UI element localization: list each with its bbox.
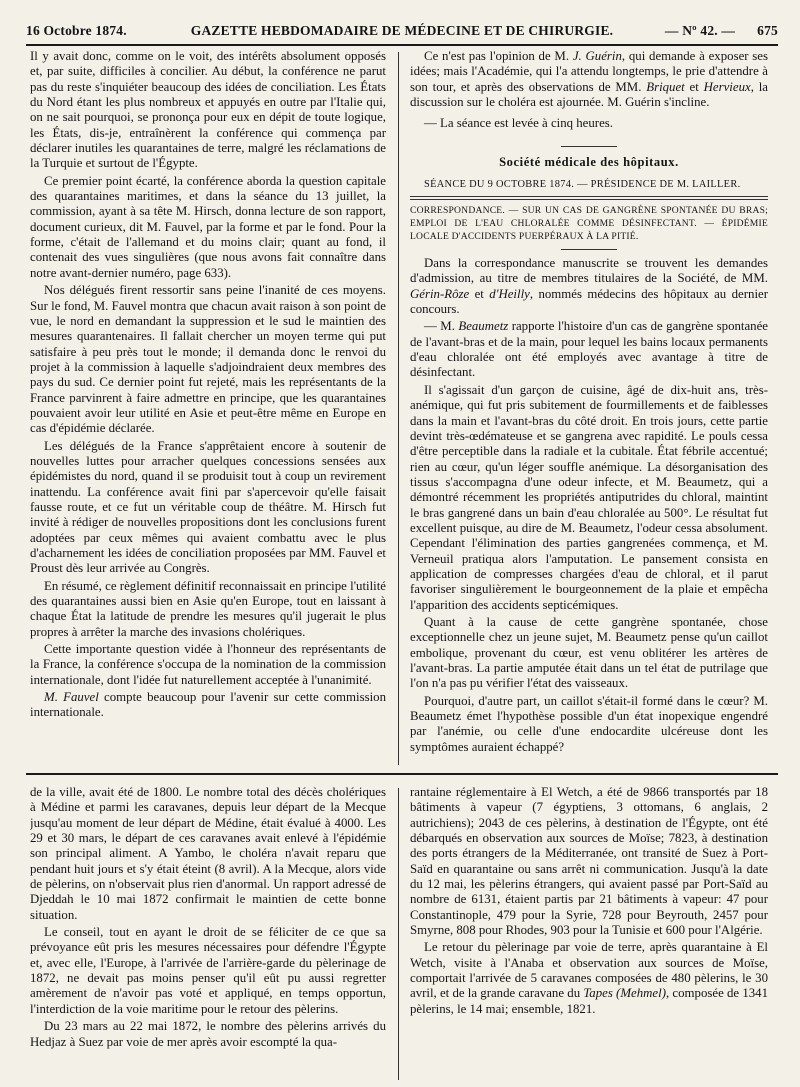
header-issue-page — [665, 23, 778, 39]
name-briquet: Briquet — [646, 79, 685, 94]
header-date: 16 Octobre 1874. — [26, 23, 127, 38]
paragraph: En résumé, ce règlement définitif reconnaissait en principe l'utilité des quarantaines aussi bien en Asie qu'en Europe, tout en laissant à chaque État la latitude de prendre les mesures qu'il jugerait le plus propres à arrêter la marche des invasions cholériques. — [30, 578, 386, 639]
society-title: Société médicale des hôpitaux. — [499, 154, 679, 169]
journal-title: GAZETTE HEBDOMADAIRE DE MÉDECINE ET DE CHIRURGIE. — [190, 23, 614, 38]
closing-line: — La séance est levée à cinq heures. — [424, 116, 613, 131]
column-bottom-left — [30, 785, 386, 1080]
paragraph-caravanes: Le retour du pèlerinage par voie de terre, après quarantaine à El Wetch, visite à l'Anaba et observation aux sources de Moïse, comportait l'arrivée de 5 caravanes composées de 480 pèlerins, le 30 avril, et de la grande caravane du Tapes (Mehmel), composée de 1341 pèlerins, le 14 mai; ensemble, 1821. — [410, 940, 768, 1016]
page-number: 675 — [757, 23, 778, 38]
paragraph-fauvel: M. Fauvel compte beaucoup pour l'avenir sur cette commission internationale. — [30, 690, 386, 720]
issue-number: — Nº 42. — — [664, 23, 736, 38]
paragraph: Il s'agissait d'un garçon de cuisine, âgé de dix-huit ans, très-anémique, qui fut pris subitement de fourmillements et de faiblesses dans la main et l'avant-bras du côté droit. En trois jours, cette partie devint très-œdémateuse et se gangrena avec rapidité. Le pouls cessa d'être perceptible dans la radiale et la cubitale. État fébrile accentué; rien au cœur, qu'un léger souffle anémique. La désorganisation des tissus s'accompagna d'une odeur infecte, et M. Beaumetz, qui a démontré récemment les propriétés antiputrides du chloral, maintint le bras gangrené dans un bain d'eau chloralée au 500°. Le résultat fut excellent puisque, au dire de M. Beaumetz, l'odeur cessa absolument. Cependant l'élimination des parties gangrenées commença, et M. Verneuil pratiqua alors l'amputation. Le pansement consista en application de compresses chargées d'eau de chloral, et il parut favoriser singulièrement le bourgeonnement de la plaie et empêcha l'apparition des accidents septicémiques. — [410, 382, 768, 612]
column-bottom-right — [410, 785, 768, 1080]
paragraph: Les délégués de la France s'apprêtaient encore à soutenir de nouvelles luttes pour arracher quelques concessions sensées aux épidémistes du nord, quand il se produisit tout à coup un revirement inattendu. La conférence avait fini par s'apercevoir qu'elle faisait fausse route, et ce fut un véritable coup de théâtre. M. Hirsch fut invité à rédiger de nouvelles propositions dont les conclusions furent adoptées par ceux mêmes qui avaient combattu avec le plus d'acharnement les idées de conciliation proposées par MM. Fauvel et Proust dès leur arrivée au Congrès. — [30, 438, 386, 576]
paragraph: Pourquoi, d'autre part, un caillot s'était-il formé dans le cœur? M. Beaumetz émet l'hypothèse possible d'un état inopexique engendré par l'anémie, ou celle d'une endocardite ulcéreuse dont les symptômes auraient échappé? — [410, 693, 768, 754]
column-divider-bottom — [398, 788, 399, 1080]
page-header — [26, 18, 778, 46]
name-hervieux: Hervieux — [703, 79, 751, 94]
name-beaumetz: Beaumetz — [458, 319, 509, 334]
paragraph: Quant à la cause de cette gangrène spontanée, chose exceptionnelle chez un jeune sujet, M. Beaumetz pense qu'un caillot embolique, provenant du cœur, est venu oblitérer les artères de l'avant-bras. La partie amputée était dans un tel état de putrilage que l'on n'a pas pu vérifier l'état des vaisseaux. — [410, 614, 768, 691]
section-divider — [26, 773, 778, 775]
paragraph: rantaine réglementaire à El Wetch, a été de 9866 transportés par 18 bâtiments à vapeur (7 égyptiens, 3 ottomans, 6 anglais, 2 autrichiens); 2043 de ces pèlerins, à destination de l'Égypte, ont été débarqués en observation aux sources de Moïse; 7823, à destination des ports étrangers de la Méditerranée, ont transité de Suez à Port-Saïd en quarantaine ou sans arrêt ni communication. Jusqu'à la date du 12 mai, les pèlerins étrangers, qui avaient passé par Port-Saïd au nombre de 6131, étaient partis par 21 bâtiments à vapeur: 47 pour Constantinople, 479 pour la Syrie, 728 pour Beyrouth, 2457 pour Smyrne, 808 pour Rhodes, 903 pour la Tunisie et 600 pour l'Algérie. — [410, 785, 768, 938]
name-guerin: J. Guérin — [572, 49, 622, 63]
section-rule — [561, 146, 617, 147]
name-tapes: Tapes (Mehmel) — [583, 986, 666, 1001]
paragraph: Le conseil, tout en ayant le droit de se féliciter de ce que sa prévoyance eût pris les mesures nécessaires pour défendre l'Égypte et, avec elle, l'Europe, à l'arrivée de l'arrière-garde du pèlerinage de 1872, ne devait pas moins penser qu'il eût pu aussi regretter amèrement de n'avoir pas voté et appliqué, en temps opportun, l'interdiction de la voie maritime pour le retour des pèlerins. — [30, 925, 386, 1016]
name-heilly: d'Heilly — [489, 286, 530, 301]
paragraph-beaumetz: — M. Beaumetz rapporte l'histoire d'un cas de gangrène spontanée de l'avant-bras et de la main, pour lequel les bains locaux permanents d'eau chloralée ont été employés avec avantage à titre de désinfectant. — [410, 319, 768, 380]
seance-line: SÉANCE DU 9 OCTOBRE 1874. — PRÉSIDENCE DE M. LAILLER. — [424, 179, 741, 191]
column-top-right — [410, 49, 768, 765]
paragraph: de la ville, avait été de 1800. Le nombre total des décès cholériques à Médine et parmi les caravanes, depuis leur départ de la Mecque jusqu'au moment de leur départ de Médine, était évalué à 4000. Les 29 et 30 mars, le départ de ces caravanes avait enlevé à l'épidémie son principal aliment. A Yambo, le choléra n'avait reparu que pendant huit jours et s'y était éteint (8 avril). A la Mecque, alors vide de pèlerins, on n'observait plus rien d'anormal. Un rapport adressé de Djeddah le 10 mai 1872 confirmait le maintien de cette bonne situation. — [30, 785, 386, 922]
name-fauvel: M. Fauvel — [44, 690, 99, 705]
paragraph: Nos délégués firent ressortir sans peine l'inanité de ces moyens. Sur le fond, M. Fauvel montra que chacun avait raison à son point de vue, le nord en demandant la suppression et le sud le maintien des mesures quarantenaires. Il fallait chercher un moyen terme qui put satisfaire à peu près tout le monde; il demanda donc le renvoi du projet à la commission à laquelle s'adjoindraient deux membres des pays du sud. Ce dernier point fut rejeté, mais les représentants de la France parvinrent à faire admettre en principe, que les quarantaines pouvaient avoir leur utilité en Asie et peut-être même en Europe en cas d'épidémie déclarée. — [30, 283, 386, 436]
summary-rule — [410, 196, 768, 200]
column-divider-top — [398, 52, 399, 765]
paragraph: Ce premier point écarté, la conférence aborda la question capitale des quarantaines maritimes, et dans la séance du 13 juillet, la commission, ayant à sa tête M. Hirsch, donna lecture de son rapport, document curieux, dit M. Fauvel, par la forme et par le fond. Pour la forme, c'était de l'allemand et du moins clair; quant au fond, il contenait des vues singulières (que nous avons fait connaître dans notre avant-dernier numéro, page 633). — [30, 173, 386, 280]
name-gerin-roze: Gérin-Rôze — [410, 286, 470, 301]
paragraph: Cette importante question vidée à l'honneur des représentants de la France, la conférence s'occupa de la nomination de la commission internationale, dont l'idée fut naturellement acceptée à l'unanimité. — [30, 642, 386, 687]
summary-end-rule — [561, 249, 617, 250]
session-summary: CORRESPONDANCE. — SUR UN CAS DE GANGRÈNE SPONTANÉE DU BRAS; EMPLOI DE L'EAU CHLORALÉE COMME DÉSINFECTANT. — ÉPIDÉMIE LOCALE D'ACCIDENTS PUERPÉRAUX À LA PITIÉ. — [410, 205, 768, 243]
paragraph-correspondance: Dans la correspondance manuscrite se trouvent les demandes d'admission, au titre de membres titulaires de la Société, de MM. Gérin-Rôze et d'Heilly, nommés médecins des hôpitaux au dernier concours. — [410, 256, 768, 317]
paragraph: Il y avait donc, comme on le voit, des intérêts absolument opposés et, par suite, difficiles à concilier. Au début, la conférence ne parut pas du reste s'inquiéter beaucoup des idées de conciliation. Les États du Nord étant les plus nombreux et appuyés en outre par l'Italie qui, on ne sait pourquoi, se prononça pour eux en dépit de toute logique, les États, dis-je, entraînèrent la conférence qui commença par déclarer inutiles les quarantaines de terre, malgré les réclamations de la Turquie et surtout de l'Égypte. — [30, 49, 386, 171]
paragraph: Du 23 mars au 22 mai 1872, le nombre des pèlerins arrivés du Hedjaz à Suez par voie de mer après avoir escompté la qua- — [30, 1019, 386, 1049]
paragraph-guerin: Ce n'est pas l'opinion de M. J. Guérin, qui demande à exposer ses idées; mais l'Académie, qui l'a attendu longtemps, le prie d'attendre à son tour, et après des observations de MM. Briquet et Hervieux, la discussion sur le choléra est ajournée. M. Guérin s'incline. — [410, 49, 768, 110]
column-top-left — [30, 49, 386, 765]
